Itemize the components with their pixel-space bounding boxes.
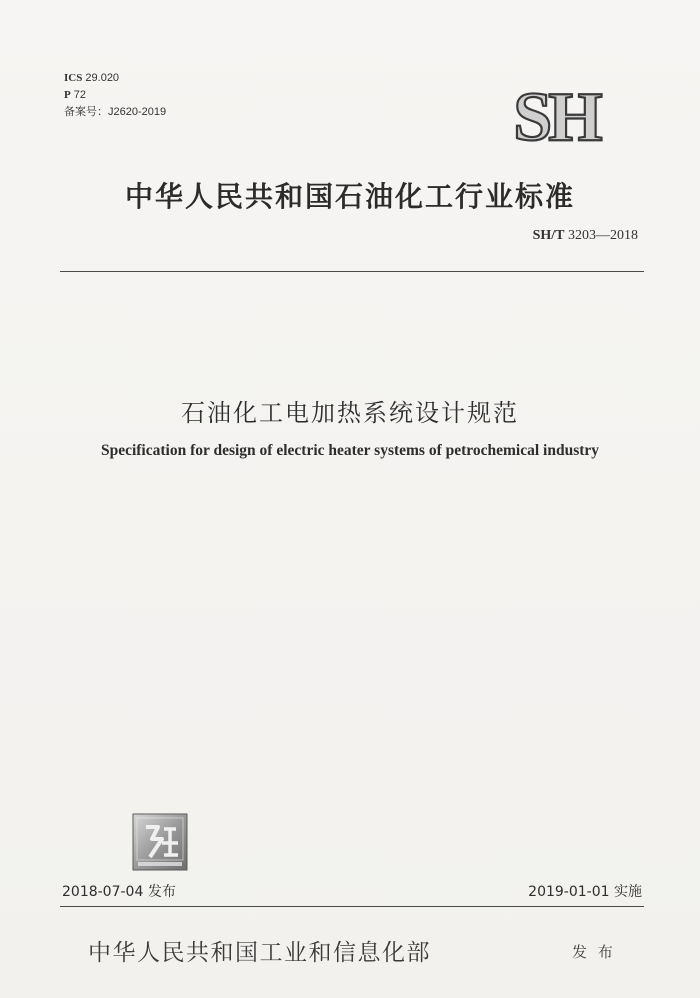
issued-label: 发 布 <box>572 943 616 961</box>
sh-logo-text: SH <box>513 84 599 146</box>
seal-icon <box>132 813 188 871</box>
release-date-line <box>62 881 176 901</box>
issuing-authority: 中华人民共和国工业和信息化部 <box>88 940 431 966</box>
implement-label: 实施 <box>614 884 642 900</box>
industry-standard-title: 中华人民共和国石油化工行业标准 <box>124 180 575 213</box>
chinese-title: 石油化工电加热系统设计规范 <box>181 399 519 427</box>
record-line <box>64 104 166 121</box>
release-date: 2018-07-04 <box>62 884 144 900</box>
p-value: 72 <box>73 89 87 101</box>
ics-value: 29.020 <box>85 72 120 84</box>
release-label: 发布 <box>147 884 176 900</box>
record-label: 备案号： <box>64 106 108 118</box>
sh-logo <box>486 84 626 146</box>
record-value: J2620-2019 <box>108 106 167 118</box>
bottom-divider <box>60 906 644 907</box>
classification-block <box>64 70 166 121</box>
p-label: P <box>64 89 71 101</box>
ics-line <box>64 70 166 87</box>
top-divider <box>60 271 644 272</box>
implement-date: 2019-01-01 <box>528 884 610 900</box>
english-title: Specification for design of electric heater systems of petrochemical industry <box>100 442 600 459</box>
ics-label: ICS <box>64 72 83 84</box>
anti-counterfeit-seal <box>132 813 188 871</box>
standard-number-value: 3203—2018 <box>568 228 638 243</box>
p-line <box>64 87 166 104</box>
standard-number <box>533 228 638 244</box>
implement-date-line <box>528 881 642 901</box>
sh-logo-icon <box>486 84 626 146</box>
standard-code: SH/T <box>532 228 565 243</box>
